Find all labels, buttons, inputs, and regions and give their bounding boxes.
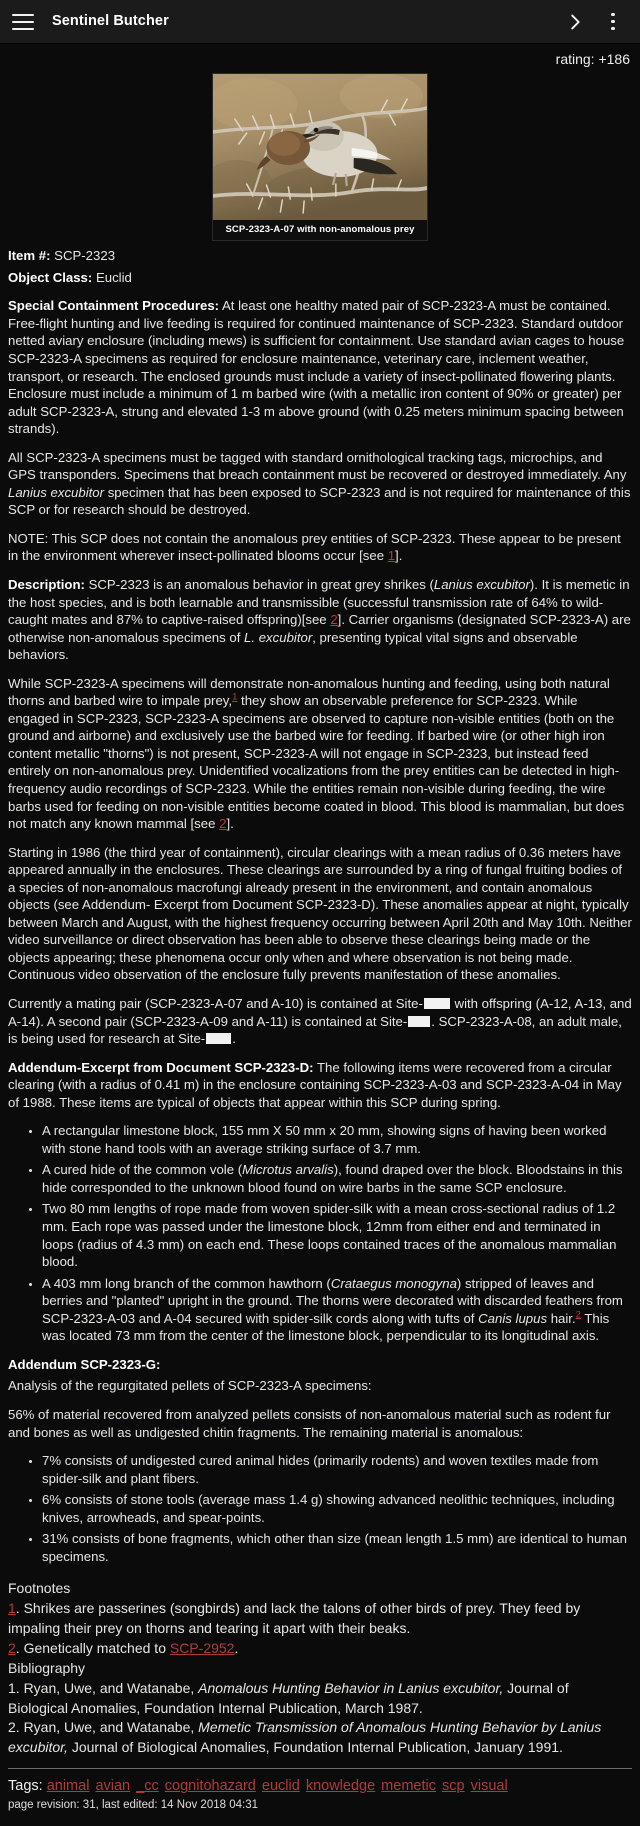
- footnote-text-2-after: .: [234, 1639, 239, 1656]
- app-bar: [0, 0, 640, 44]
- list-item: [42, 1275, 632, 1345]
- addendum-g-item-list: [8, 1452, 632, 1565]
- footnote-ref-4[interactable]: 2: [219, 816, 227, 832]
- tag-animal[interactable]: animal: [46, 1778, 90, 1795]
- description-text-a: SCP-2323 is an anomalous behavior in great grey shrikes (: [84, 576, 434, 592]
- containment-site-text-d: .: [232, 1031, 236, 1047]
- hunting-text-a: While SCP-2323-A specimens will demonstrate non-anomalous hunting and feeding, using both natural thorns and barbed wire to impale prey,: [8, 675, 610, 709]
- hunting-behavior-paragraph: [8, 675, 632, 833]
- addendum-g-paragraph: 56% of material recovered from analyzed pellets consists of non-anomalous material such as rodent fur and bones as well as undigested chitin fragments. The remaining material is anomalous:: [8, 1406, 611, 1440]
- footnote-ref-3[interactable]: 1: [232, 691, 238, 703]
- description-text-c: ]. Carrier organisms (designated SCP-2323-A) are otherwise non-anomalous specimens of: [8, 612, 631, 645]
- kebab-menu-icon[interactable]: [602, 9, 624, 35]
- tag-visual[interactable]: visual: [470, 1778, 508, 1795]
- tag-euclid[interactable]: euclid: [261, 1778, 300, 1795]
- page-revision: page revision: 31, last edited: 14 Nov 2018 04:31: [8, 1799, 258, 1812]
- item-number-value: SCP-2323: [50, 248, 116, 264]
- chevron-right-icon[interactable]: [562, 9, 588, 35]
- hunting-text-b: they show an observable preference for SCP-2323. While engaged in SCP-2323, SCP-2323-A specimens are observed to capture non-visible entities (both on the ground and airborne) and exclusively use the barbed wire for feeding. If barbed wire (or other high iron content metallic "thorns") is not present, SCP-2323-A will not engage in SCP-2323, but instead feed entirely on non-anomalous prey. Unidentified vocalizations from the prey entities can be detected in high-frequency audio recordings of SCP-2323. While the entities remain non-visible during feeding, the wire barbs used for feeding on non-visible entities become coated in blood. This blood is mammalian, but does not match any known mammal [see: [8, 693, 625, 832]
- addendum-g-subheading: Analysis of the regurgitated pellets of SCP-2323-A specimens:: [8, 1378, 372, 1394]
- list-item: [42, 1122, 632, 1157]
- shrike-photo: [213, 74, 427, 220]
- description-label: Description:: [8, 576, 85, 592]
- containment-label: Special Containment Procedures:: [8, 298, 220, 314]
- footnote-ref[interactable]: 2: [575, 1309, 581, 1321]
- footnote-text-2-before: . Genetically matched to: [15, 1639, 170, 1656]
- bib-2-title: Memetic Transmission of Anomalous Hunting Behavior by Lanius excubitor,: [8, 1719, 602, 1756]
- bib-1-suffix: Journal of Biological Anomalies, Foundation Internal Publication, March 1987.: [8, 1679, 569, 1716]
- species-name-italic: Lanius excubitor: [8, 484, 105, 500]
- tagging-text-a: All SCP-2323-A specimens must be tagged with standard ornithological tracking tags, microchips, and GPS transponders. Specimens that breach containment must be recovered or destroyed immediately. Any: [8, 449, 627, 483]
- footnote-item-2: [8, 1639, 632, 1659]
- list-item-text: ), found draped over the block. Bloodstains in this hide corresponded to the unknown blood found on wire barbs in the same SCP enclosure.: [42, 1162, 623, 1195]
- addendum-g-label: Addendum SCP-2323-G:: [8, 1356, 161, 1372]
- description-paragraph: [8, 576, 632, 664]
- app-title: Sentinel Butcher: [52, 12, 169, 29]
- tags-container: [47, 1778, 510, 1794]
- species-italic-1: Lanius excubitor: [433, 576, 530, 592]
- addendum-d-text: The following items were recovered from a circular clearing (with a radius of 0.41 m) in the enclosure containing SCP-2323-A-03 and SCP-2323-A-04 in May of 1988. These items are typical of objects that appear within this SCP during spring.: [8, 1059, 622, 1110]
- tags-row: [8, 1777, 632, 1798]
- hamburger-icon[interactable]: [12, 14, 34, 30]
- list-item: • 7% consists of undigested cured animal hides (primarily rodents) and woven textiles made from spider-silk and plant fibers.: [42, 1452, 632, 1487]
- tag-cc[interactable]: _cc: [136, 1778, 159, 1795]
- bibliography-item-1: [8, 1679, 632, 1719]
- note-text-a: NOTE: This SCP does not contain the anomalous prey entities of SCP-2323. These appear to be present in the environment wherever insect-pollinated blooms occur [see: [8, 530, 621, 564]
- note-paragraph: [8, 530, 632, 565]
- tag-knowledge[interactable]: knowledge: [305, 1778, 376, 1795]
- footnote-item-1: [8, 1599, 632, 1639]
- tagging-paragraph: [8, 449, 632, 519]
- italic-species-name: Microtus arvalis: [242, 1162, 334, 1178]
- species-italic-2: L. excubitor: [244, 629, 313, 645]
- redaction-bar-2: [408, 1016, 430, 1027]
- footnote-number-2[interactable]: 2: [8, 1639, 16, 1656]
- list-item-text: A cured hide of the common vole (: [42, 1162, 243, 1178]
- description-text-d: , presenting typical vital signs and observable behaviors.: [8, 629, 578, 663]
- item-number-line: [8, 247, 632, 265]
- addendum-d-item-list: [8, 1122, 632, 1345]
- footnote-text-1: . Shrikes are passerines (songbirds) and lack the talons of other birds of prey. They feed by impaling their prey on thorns and tearing it apart with their beaks.: [8, 1600, 581, 1637]
- scp-2952-link[interactable]: SCP-2952: [169, 1639, 235, 1656]
- description-text-b: ). It is memetic in the host species, and is both learnable and transmissible (successful transmission rate of 64% to wild-caught mates and 87% to captive-raised offspring)[see: [8, 576, 630, 628]
- item-number-label: Item #:: [8, 248, 51, 264]
- tags-label: Tags:: [8, 1778, 43, 1795]
- figure-caption: SCP-2323-A-07 with non-anomalous prey: [213, 220, 427, 241]
- addendum-d-label: Addendum-Excerpt from Document SCP-2323-D:: [8, 1059, 314, 1075]
- note-text-b: ].: [395, 548, 403, 564]
- redaction-bar-1: [424, 998, 450, 1009]
- containment-site-text-c: . SCP-2323-A-08, an adult male, is being used for research at Site-: [8, 1013, 622, 1047]
- tagging-text-b: specimen that has been exposed to SCP-2323 and is not required for maintenance of this SCP or for research should be destroyed.: [8, 484, 631, 518]
- footnotes-block: [8, 1579, 632, 1758]
- list-item: • 31% consists of bone fragments, which other than size (mean length 1.5 mm) are identical to human specimens.: [42, 1530, 632, 1565]
- containment-text: At least one healthy mated pair of SCP-2323-A must be contained. Free-flight hunting and live feeding is required for continued maintenance of SCP-2323. Standard outdoor netted aviary enclosure (including mews) is sufficient for containment. Use standard avian cages to house SCP-2323-A specimens as required for enclosure maintenance, veterinary care, inclement weather, transport, or research. The enclosed grounds must include a variety of insect-pollinated flowering plants. Enclosure must include a minimum of 1 m barbed wire (with a metallic iron content of 90% or greater) per adult SCP-2323-A, strung and elevated 1-3 m above ground (with 0.25 meters minimum spacing between strands).: [8, 298, 625, 437]
- footnote-ref-1[interactable]: 1: [387, 548, 396, 564]
- bib-1-title: Anomalous Hunting Behavior in Lanius excubitor,: [198, 1679, 504, 1696]
- list-item-text: This was located 73 mm from the center of the limestone block, perpendicular to its longitudinal axis.: [42, 1310, 610, 1344]
- bibliography-item-2: [8, 1718, 632, 1758]
- page-content: [0, 44, 640, 1826]
- current-containment-paragraph: [8, 995, 632, 1048]
- list-item: • 6% consists of stone tools (average mass 1.4 g) showing advanced neolithic techniques, including knives, arrowheads, and spear-points.: [42, 1491, 632, 1526]
- footnote-number-1[interactable]: 1: [8, 1600, 16, 1617]
- bib-1-prefix: 1. Ryan, Uwe, and Watanabe,: [8, 1679, 199, 1696]
- tag-cognitohazard[interactable]: cognitohazard: [164, 1778, 256, 1795]
- list-item-text: Two 80 mm lengths of rope made from woven spider-silk with a mean cross-sectional radius of 1.2 mm. Each rope was passed under the limestone block, 12mm from either end and terminated in loops (radius of 4.3 mm) on each end. These loops contained traces of the anomalous mammalian blood.: [42, 1201, 617, 1270]
- list-item-text: ) stripped of leaves and berries and "planted" upright in the ground. The thorns were decorated with discarded feathers from SCP-2323-A-03 and A-04 secured with spider-silk cords along with tufts of: [42, 1275, 623, 1326]
- figure: [212, 73, 428, 242]
- list-item: [42, 1200, 632, 1270]
- addendum-g-heading: [8, 1356, 632, 1374]
- bibliography-heading: Bibliography: [8, 1659, 86, 1676]
- containment-site-text-b: with offspring (A-12, A-13, and A-14). A second pair (SCP-2323-A-09 and A-11) is contained at Site-: [8, 996, 632, 1029]
- footer-divider: [8, 1768, 632, 1769]
- hunting-text-c: ].: [226, 816, 234, 832]
- italic-species-name: Canis lupus: [478, 1310, 548, 1326]
- list-item-text: hair.: [547, 1310, 576, 1326]
- tag-memetic[interactable]: memetic: [381, 1778, 436, 1795]
- list-item-text: A 403 mm long branch of the common hawthorn (: [42, 1275, 331, 1291]
- object-class-line: [8, 269, 632, 287]
- rating: rating: +186: [555, 51, 630, 67]
- bib-2-prefix: 2. Ryan, Uwe, and Watanabe,: [8, 1719, 199, 1736]
- footnotes-heading: Footnotes: [8, 1580, 71, 1597]
- list-item-text: A rectangular limestone block, 155 mm X 50 mm x 20 mm, showing signs of having been worked with stone hand tools with an average striking surface of 3.7 mm.: [42, 1123, 607, 1156]
- object-class-label: Object Class:: [8, 269, 93, 285]
- tag-scp[interactable]: scp: [442, 1778, 465, 1795]
- addendum-d-paragraph: [8, 1059, 632, 1112]
- object-class-value: Euclid: [92, 269, 132, 285]
- containment-procedures-paragraph: [8, 297, 632, 437]
- italic-species-name: Crataegus monogyna: [330, 1275, 457, 1291]
- footnote-ref-2[interactable]: 2: [330, 612, 338, 628]
- list-item: [42, 1161, 632, 1196]
- clearings-paragraph: Starting in 1986 (the third year of containment), circular clearings with a mean radius of 0.36 meters have appeared annually in the enclosures. These clearings are surrounded by a ring of fungal fruiting bodies of a species of non-anomalous macrofungi already present in the environment, and contain anomalous objects (see Addendum- Excerpt from Document SCP-2323-D). These anomalies appear at night, typically between March and August, with the highest frequency occurring between April 20th and May 10th. Neither video surveillance or direct observation has been able to observe these clearings being made or the objects appearing; these phenomena occur only when and where observation is not being made. Continuous video observation of the enclosure fully prevents manifestation of these anomalies.: [8, 844, 632, 983]
- tag-avian[interactable]: avian: [95, 1778, 131, 1795]
- bib-2-suffix: Journal of Biological Anomalies, Foundation Internal Publication, January 1991.: [67, 1739, 563, 1756]
- containment-site-text-a: Currently a mating pair (SCP-2323-A-07 and A-10) is contained at Site-: [8, 996, 423, 1012]
- redaction-bar-3: [206, 1033, 231, 1044]
